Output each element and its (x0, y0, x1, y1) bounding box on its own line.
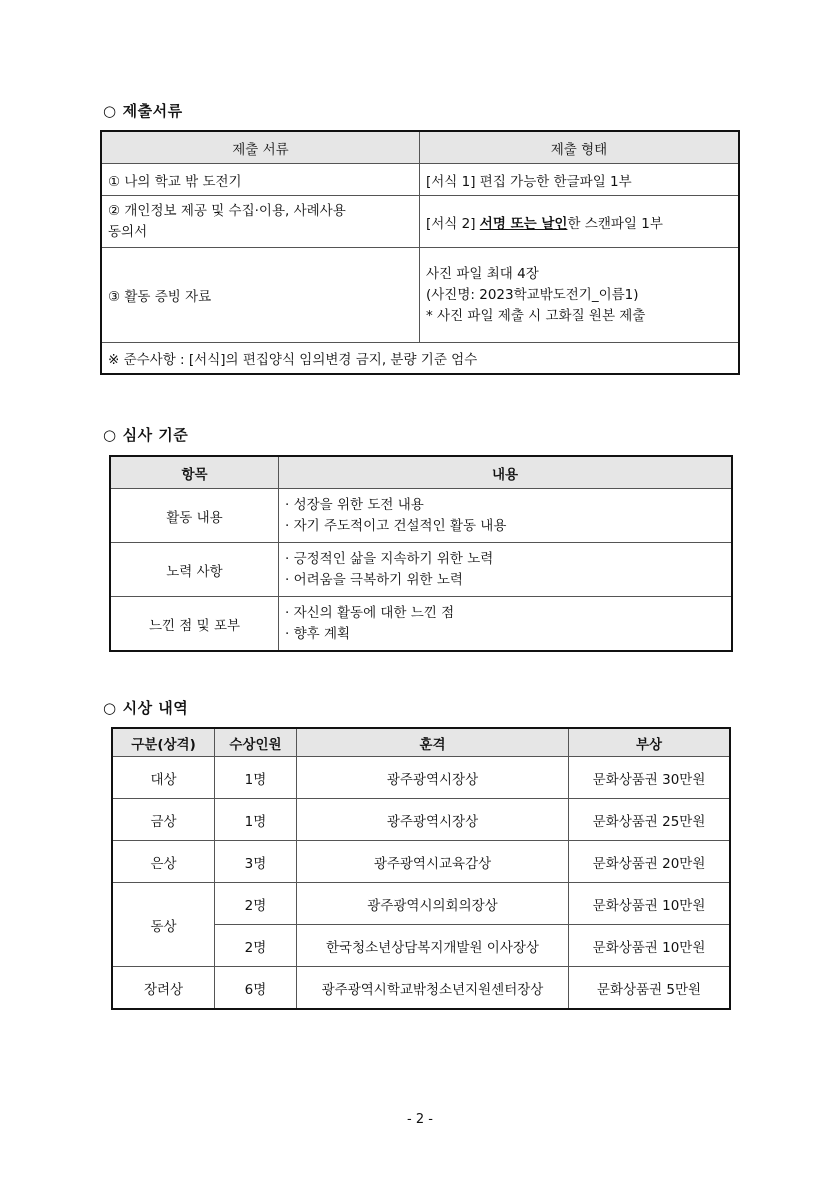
table-row (113, 799, 730, 841)
page-number: - 2 - (407, 1112, 433, 1127)
col-header-category: 구분(상격) (113, 729, 215, 757)
table-row (102, 248, 739, 343)
award-count-cell: 1명 (215, 757, 297, 799)
col-header-count: 수상인원 (215, 729, 297, 757)
circle-bullet-icon: ○ (103, 102, 117, 120)
circle-bullet-icon: ○ (103, 426, 117, 444)
col-header-submission-form: 제출 형태 (420, 132, 739, 164)
submission-form-cell: 사진 파일 최대 4장 (사진명: 2023학교밖도전기_이름1) * 사진 파일 제출 시 고화질 원본 제출 (420, 248, 739, 343)
review-item-cell: 활동 내용 (111, 489, 279, 543)
award-category-cell: 동상 (113, 883, 215, 967)
col-header-review-content: 내용 (279, 457, 732, 489)
award-prize-cell: 문화상품권 25만원 (569, 799, 730, 841)
award-prize-cell: 문화상품권 10만원 (569, 925, 730, 967)
submission-table (101, 131, 739, 374)
award-honor-cell: 한국청소년상담복지개발원 이사장상 (297, 925, 569, 967)
review-content-cell: · 성장을 위한 도전 내용 · 자기 주도적이고 건설적인 활동 내용 (279, 489, 732, 543)
award-prize-cell: 문화상품권 5만원 (569, 967, 730, 1009)
table-row (102, 343, 739, 374)
award-honor-cell: 광주광역시장상 (297, 799, 569, 841)
award-prize-cell: 문화상품권 10만원 (569, 883, 730, 925)
review-content-cell: · 자신의 활동에 대한 느낀 점 · 향후 계획 (279, 597, 732, 651)
award-honor-cell: 광주광역시교육감상 (297, 841, 569, 883)
table-row (111, 489, 732, 543)
submission-doc-cell: ② 개인정보 제공 및 수집·이용, 사례사용 동의서 (102, 196, 420, 248)
review-item-cell: 노력 사항 (111, 543, 279, 597)
table-row (113, 883, 730, 925)
award-honor-cell: 광주광역시의회의장상 (297, 883, 569, 925)
submission-doc-cell: ① 나의 학교 밖 도전기 (102, 164, 420, 196)
award-count-cell: 3명 (215, 841, 297, 883)
col-header-review-item: 항목 (111, 457, 279, 489)
table-row (111, 543, 732, 597)
award-count-cell: 2명 (215, 925, 297, 967)
award-category-cell: 금상 (113, 799, 215, 841)
section-heading-review: ○ 심사 기준 (103, 426, 189, 444)
award-category-cell: 은상 (113, 841, 215, 883)
table-row (111, 597, 732, 651)
review-item-cell: 느낀 점 및 포부 (111, 597, 279, 651)
submission-form-cell: [서식 1] 편집 가능한 한글파일 1부 (420, 164, 739, 196)
award-count-cell: 1명 (215, 799, 297, 841)
section-heading-awards: ○ 시상 내역 (103, 699, 189, 717)
award-category-cell: 장려상 (113, 967, 215, 1009)
section-heading-submission: ○ 제출서류 (103, 102, 183, 120)
award-honor-cell: 광주광역시장상 (297, 757, 569, 799)
circle-bullet-icon: ○ (103, 699, 117, 717)
col-header-prize: 부상 (569, 729, 730, 757)
award-prize-cell: 문화상품권 20만원 (569, 841, 730, 883)
table-row (113, 757, 730, 799)
award-count-cell: 2명 (215, 883, 297, 925)
emphasis-signature: 서명 또는 날인 (479, 215, 568, 232)
col-header-submission-doc: 제출 서류 (102, 132, 420, 164)
submission-form-cell: [서식 2] 서명 또는 날인한 스캔파일 1부 (420, 196, 739, 248)
submission-note: ※ 준수사항 : [서식]의 편집양식 임의변경 금지, 분량 기준 엄수 (102, 343, 739, 374)
submission-doc-cell: ③ 활동 증빙 자료 (102, 248, 420, 343)
awards-table (112, 728, 730, 1009)
review-content-cell: · 긍정적인 삶을 지속하기 위한 노력 · 어려움을 극복하기 위한 노력 (279, 543, 732, 597)
award-count-cell: 6명 (215, 967, 297, 1009)
table-row (113, 967, 730, 1009)
award-honor-cell: 광주광역시학교밖청소년지원센터장상 (297, 967, 569, 1009)
table-row (113, 841, 730, 883)
table-row (102, 164, 739, 196)
award-category-cell: 대상 (113, 757, 215, 799)
table-row (102, 196, 739, 248)
award-prize-cell: 문화상품권 30만원 (569, 757, 730, 799)
review-table (110, 456, 732, 651)
col-header-honor: 훈격 (297, 729, 569, 757)
